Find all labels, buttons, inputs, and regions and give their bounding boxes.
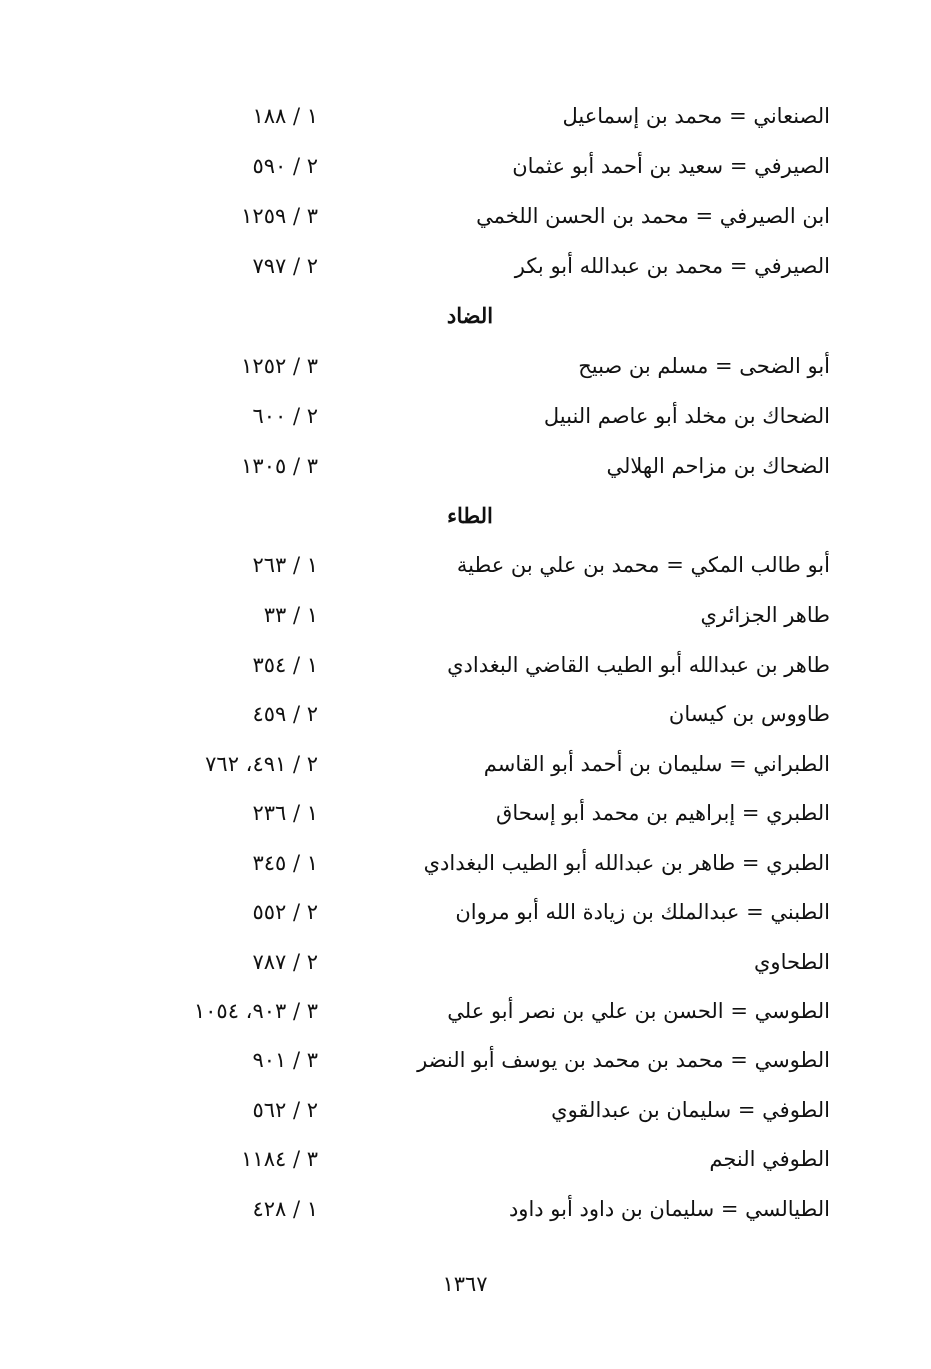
index-entry [0,595,931,635]
entry-name: الطوفي = سليمان بن عبدالقوي [551,1098,830,1122]
entry-reference: ٢ / ٤٥٩ [252,702,318,726]
entry-name: الطبراني = سليمان بن أحمد أبو القاسم [483,752,830,776]
index-entry [0,645,931,685]
entry-reference: ٢ / ٥٥٢ [252,900,318,924]
entry-name: الطبني = عبدالملك بن زيادة الله أبو مروان [455,900,830,924]
entry-reference: ٢ / ٥٩٠ [252,154,318,178]
entry-reference: ٢ / ٤٩١، ٧٦٢ [205,752,318,776]
entry-name: الصنعاني = محمد بن إسماعيل [562,104,830,128]
entry-name: الطوفي النجم [709,1147,830,1171]
index-entry [0,1040,931,1080]
entry-name: طاووس بن كيسان [668,702,830,726]
entry-reference: ٣ / ٩٠٣، ١٠٥٤ [193,999,318,1023]
entry-reference: ١ / ٢٣٦ [252,801,318,825]
entry-name: الطوسي = محمد بن محمد بن يوسف أبو النضر [417,1048,830,1072]
index-entry [0,146,931,186]
index-entry [0,694,931,734]
entry-name: الصيرفي = محمد بن عبدالله أبو بكر [514,254,830,278]
entry-reference: ٢ / ٥٦٢ [252,1098,318,1122]
entry-name: الطبري = إبراهيم بن محمد أبو إسحاق [496,801,830,825]
entry-name: الضحاك بن مزاحم الهلالي [606,454,830,478]
entry-reference: ٣ / ١٣٠٥ [241,454,318,478]
index-entry [0,942,931,982]
entry-name: الصيرفي = سعيد بن أحمد أبو عثمان [512,154,830,178]
index-entry [0,991,931,1031]
entry-reference: ١ / ٣٤٥ [252,851,318,875]
entry-reference: ٣ / ١٢٥٩ [241,204,318,228]
entry-reference: ٣ / ١٢٥٢ [241,354,318,378]
index-entry [0,96,931,136]
index-entry [0,246,931,286]
index-entry [0,793,931,833]
entry-reference: ٣ / ٩٠١ [252,1048,318,1072]
index-entry [0,744,931,784]
entry-reference: ١ / ٣٣ [263,603,318,627]
index-entry [0,196,931,236]
entry-name: طاهر بن عبدالله أبو الطيب القاضي البغدادي [447,653,830,677]
entry-reference: ١ / ٣٥٤ [252,653,318,677]
entry-reference: ٢ / ٧٩٧ [252,254,318,278]
section-heading-label: الطاء [447,503,493,528]
entry-reference: ٣ / ١١٨٤ [241,1147,318,1171]
entry-name: الضحاك بن مخلد أبو عاصم النبيل [543,404,830,428]
section-heading [0,296,931,336]
entry-reference: ١ / ٤٢٨ [252,1197,318,1221]
entry-name: أبو طالب المكي = محمد بن علي بن عطية [456,553,830,577]
section-heading-label: الضاد [446,303,494,328]
index-entry [0,843,931,883]
entry-name: الطوسي = الحسن بن علي بن نصر أبو علي [447,999,830,1023]
entry-name: الطيالسي = سليمان بن داود أبو داود [508,1197,830,1221]
index-entry [0,892,931,932]
index-entry [0,1139,931,1179]
entry-reference: ٢ / ٦٠٠ [252,404,318,428]
index-entry [0,1189,931,1229]
entry-reference: ١ / ١٨٨ [252,104,318,128]
entry-name: طاهر الجزائري [700,603,830,627]
index-entry [0,545,931,585]
section-heading [0,496,931,536]
entry-name: الطحاوي [754,950,830,974]
index-entry [0,1090,931,1130]
index-entry [0,446,931,486]
entry-name: الطبري = طاهر بن عبدالله أبو الطيب البغدادي [423,851,830,875]
entry-reference: ١ / ٢٦٣ [252,553,318,577]
entry-name: ابن الصيرفي = محمد بن الحسن اللخمي [476,204,830,228]
entry-reference: ٢ / ٧٨٧ [252,950,318,974]
index-entry [0,396,931,436]
page-number: ١٣٦٧ [442,1272,488,1296]
index-entry [0,346,931,386]
entry-name: أبو الضحى = مسلم بن صبيح [578,354,830,378]
